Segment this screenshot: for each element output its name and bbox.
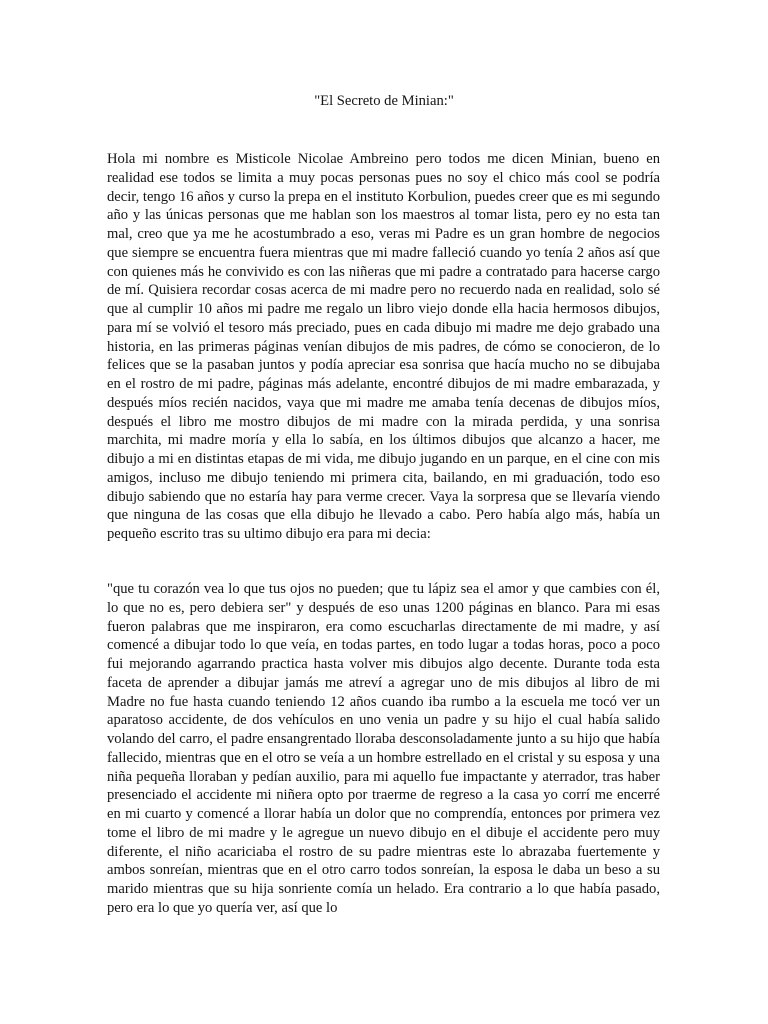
- paragraph-2: "que tu corazón vea lo que tus ojos no pueden; que tu lápiz sea el amor y que cambies con él, lo que no es, pero debiera ser" y después de eso unas 1200 páginas en blanco. Para mi esas fueron palabras que me inspiraron, era como escucharlas directamente de mi madre, y así comencé a dibujar todo lo que veía, en todas partes, en todo lugar a todas horas, poco a poco fui mejorando agarrando practica hasta volver mis dibujos algo decente. Durante toda esta faceta de aprender a dibujar jamás me atreví a agregar uno de mis dibujos al libro de mi Madre no fue hasta cuando teniendo 12 años cuando iba rumbo a la escuela me tocó ver un aparatoso accidente, de dos vehículos en uno venia un padre y su hijo el cual había salido volando del carro, el padre ensangrentado lloraba desconsoladamente junto a su hijo que había fallecido, mientras que en el otro se veía a un hombre estrellado en el cristal y su esposa y una niña pequeña lloraban y pedían auxilio, para mi aquello fue impactante y aterrador, tras haber presenciado el accidente mi niñera opto por traerme de regreso a la casa yo corrí me encerré en mi cuarto y comencé a llorar había un dolor que no comprendía, entonces por primera vez tome el libro de mi madre y le agregue un nuevo dibujo en el dibuje el accidente pero muy diferente, el niño acariciaba el rostro de su padre mientras este lo abrazaba fuertemente y ambos sonreían, mientras que en el otro carro todos sonreían, la esposa le daba un beso a su marido mientras que su hija sonriente comía un helado. Era contrario a lo que había pasado, pero era lo que yo quería ver, así que lo: [107, 581, 660, 916]
- document-title: "El Secreto de Minian:": [314, 93, 454, 109]
- paragraph-1: Hola mi nombre es Misticole Nicolae Ambreino pero todos me dicen Minian, bueno en realidad ese todos se limita a muy pocas personas pues no soy el chico más cool se podría decir, tengo 16 años y curso la prepa en el instituto Korbulion, puedes creer que es mi segundo año y las únicas personas que me hablan son los maestros al tomar lista, pero ey no esta tan mal, creo que ya me he acostumbrado a eso, veras mi Padre es un gran hombre de negocios que siempre se encuentra fuera mientras que mi madre falleció cuando yo tenía 2 años así que con quienes más he convivido es con las niñeras que mi padre a contratado para hacerse cargo de mí. Quisiera recordar cosas acerca de mi madre pero no recuerdo nada en realidad, solo sé que al cumplir 10 años mi padre me regalo un libro viejo donde ella hacia hermosos dibujos, para mí se volvió el tesoro más preciado, pues en cada dibujo mi madre me dejo grabado una historia, en las primeras páginas venían dibujos de mis padres, de cómo se conocieron, de lo felices que se la pasaban juntos y podía apreciar esa sonrisa que hacía mucho no se dibujaba en el rostro de mi padre, páginas más adelante, encontré dibujos de mi madre embarazada, y después míos recién nacidos, vaya que mi madre me amaba tenía decenas de dibujos míos, después el libro me mostro dibujos de mi madre con la mirada perdida, y una sonrisa marchita, mi madre moría y ella lo sabía, en los últimos dibujos que alcanzo a hacer, me dibujo a mi en distintas etapas de mi vida, me dibujo jugando en un parque, en el cine con mis amigos, incluso me dibujo teniendo mi primera cita, bailando, en mi graduación, todo eso dibujo sabiendo que no estaría hay para verme crecer. Vaya la sorpresa que se llevaría viendo que ninguna de las cosas que ella dibujo he llevado a cabo. Pero había algo más, había un pequeño escrito tras su ultimo dibujo era para mi decia:: [107, 151, 660, 542]
